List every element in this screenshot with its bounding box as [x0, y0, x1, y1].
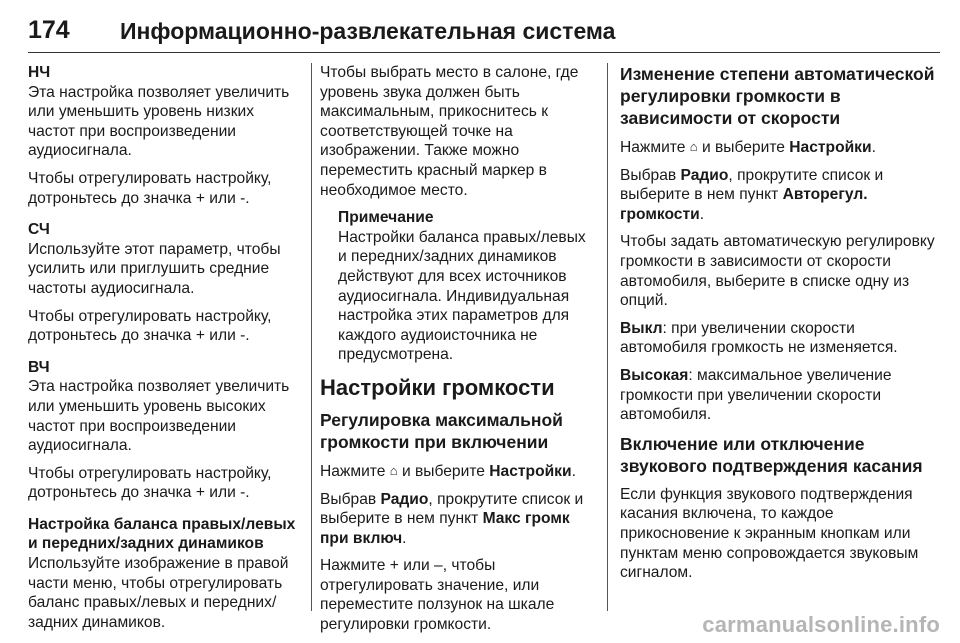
column-divider [607, 63, 608, 611]
max-volume-heading: Регулировка максимальной громкости при включении [320, 409, 563, 452]
max-item-label: Макс громк при включ [320, 510, 570, 547]
radio-label: Радио [380, 490, 429, 508]
touch-sound-heading: Включение или отключение звукового подтверждения касания [620, 433, 923, 476]
column-right [620, 63, 938, 591]
column-middle [320, 63, 596, 643]
position-desc: Чтобы выбрать место в салоне, где уровень звука должен быть максимальным, прикоснитесь к соответствующей точке на изображении. Также можно переместить красный маркер в необходимое место. [320, 64, 579, 199]
treble-heading: ВЧ [28, 358, 50, 376]
bass-heading: НЧ [28, 64, 51, 81]
max-select-instruction: Выбрав Радио, прокрутите список и выберите в нем пункт Макс громк при включ. [320, 490, 584, 547]
note-block [338, 208, 596, 365]
balance-heading: Настройка баланса правых/левых и передних/задних динамиков [28, 515, 296, 553]
page-number: 174 [28, 16, 70, 44]
high-label: Высокая [620, 366, 689, 384]
touch-sound-text: Если функция звукового подтверждения касания включена, то каждое прикосновение к экранным кнопкам или пунктам меню сопровождается звуковым сигналом. [620, 485, 919, 582]
bass-desc: Эта настройка позволяет увеличить или уменьшить уровень низких частот при воспроизведении аудиосигнала. [28, 83, 290, 160]
settings-label: Настройки [789, 139, 872, 156]
treble-adjust: Чтобы отрегулировать настройку, дотроньтесь до значка + или -. [28, 464, 272, 502]
volume-settings-title: Настройки громкости [320, 374, 555, 400]
option-high: Высокая: максимальное увеличение громкости при увеличении скорости автомобиля. [620, 366, 892, 424]
treble-desc: Эта настройка позволяет увеличить или уменьшить уровень высоких частот при воспроизведении аудиосигнала. [28, 378, 290, 455]
mid-heading: СЧ [28, 221, 50, 239]
radio-label: Радио [680, 166, 729, 184]
auto-explain: Чтобы задать автоматическую регулировку громкости в зависимости от скорости автомобиля, выберите в списке одну из опций. [620, 233, 935, 310]
page-header [28, 16, 940, 53]
auto-press-instruction: Нажмите ⌂ и выберите Настройки. [620, 139, 876, 156]
balance-desc: Используйте изображение в правой части меню, чтобы отрегулировать баланс правых/левых и передних/задних динамиков. [28, 555, 289, 631]
auto-item-label: Авторегул. громкости [620, 186, 868, 223]
settings-label: Настройки [489, 462, 572, 480]
column-left [28, 63, 300, 640]
mid-adjust: Чтобы отрегулировать настройку, дотроньтесь до значка + или -. [28, 307, 272, 345]
note-text: Настройки баланса правых/левых и передних/задних динамиков действуют для всех источников аудиосигнала. Индивидуальная настройка этих параметров для каждого аудиоисточника не предусмотрена. [338, 228, 586, 364]
note-heading: Примечание [338, 209, 434, 227]
off-label: Выкл [620, 319, 663, 337]
watermark: carmanualsonline.info [702, 612, 940, 637]
mid-desc: Используйте этот параметр, чтобы усилить или приглушить средние частоты аудиосигнала. [28, 240, 281, 297]
auto-select-instruction: Выбрав Радио, прокрутите список и выберите в нем пункт Авторегул. громкости. [620, 166, 884, 223]
option-off: Выкл: при увеличении скорости автомобиля громкость не изменяется. [620, 319, 898, 357]
page-title: Информационно-развлекательная система [120, 18, 616, 44]
bass-adjust: Чтобы отрегулировать настройку, дотроньтесь до значка + или -. [28, 169, 272, 207]
max-press-instruction: Нажмите ⌂ и выберите Настройки. [320, 462, 576, 480]
home-icon: ⌂ [689, 139, 698, 154]
max-adjust-instruction: Нажмите + или –, чтобы отрегулировать значение, или переместите ползунок на шкале регулировки громкости. [320, 557, 555, 634]
auto-volume-heading: Изменение степени автоматической регулировки громкости в зависимости от скорости [620, 64, 935, 128]
home-icon: ⌂ [389, 462, 398, 478]
column-divider [311, 63, 312, 611]
